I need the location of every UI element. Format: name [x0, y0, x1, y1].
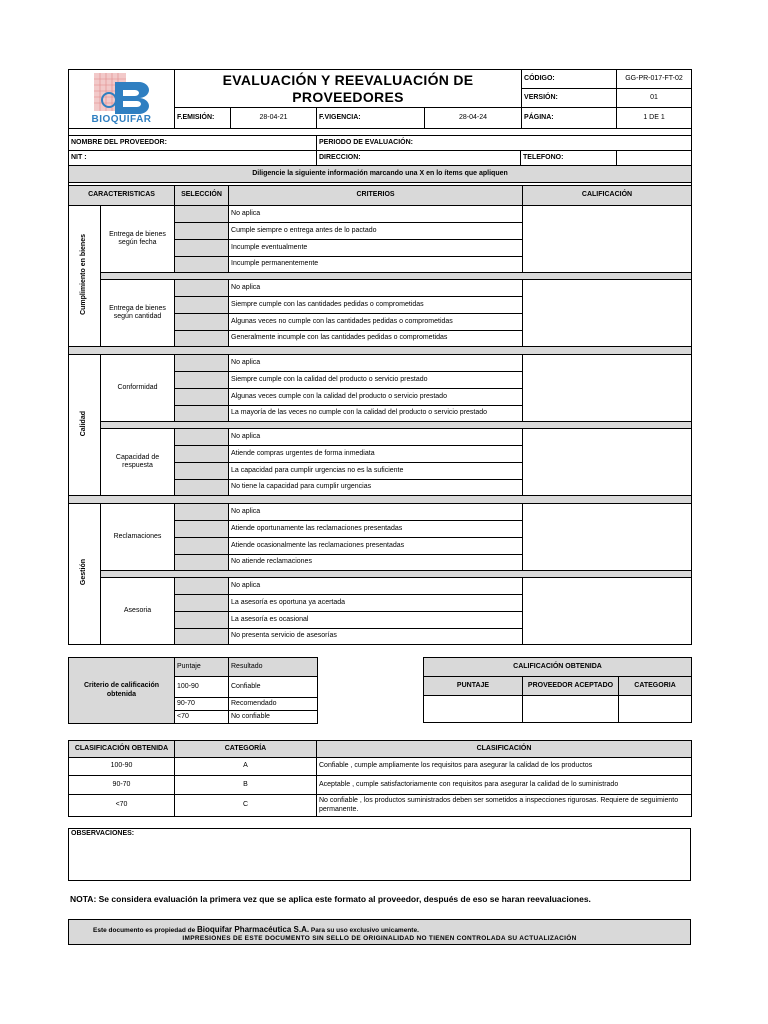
sub-characteristic: Capacidad de respuesta: [101, 429, 175, 496]
criterion-text: La mayoría de las veces no cumple con la calidad del producto o servicio prestado: [229, 406, 523, 422]
criterion-text: La capacidad para cumplir urgencias no es la suficiente: [229, 463, 523, 480]
header-table: [68, 69, 692, 129]
selection-cell[interactable]: [175, 429, 229, 446]
criterio-resultado: Confiable: [229, 677, 318, 698]
criterio-puntaje: 100-90: [175, 677, 229, 698]
calificacion-cell[interactable]: [523, 206, 692, 273]
group-label: [69, 355, 101, 496]
sub-characteristic: Entrega de bienes según fecha: [101, 206, 175, 273]
sub-separator: [69, 273, 692, 280]
selection-cell[interactable]: [175, 280, 229, 297]
vigencia-label: F.VIGENCIA:: [317, 108, 425, 129]
criterion-text: No aplica: [229, 578, 523, 595]
selection-cell[interactable]: [175, 555, 229, 571]
criterio-puntaje: 90-70: [175, 698, 229, 711]
codigo-label: CÓDIGO:: [522, 70, 617, 89]
clasificacion-desc: No confiable , los productos suministrados deben ser sometidos a inspecciones rigurosas. Requiere de seguimiento permanente.: [317, 795, 692, 817]
observaciones-label: OBSERVACIONES:: [71, 830, 135, 837]
criterion-text: La asesoría es ocasional: [229, 612, 523, 629]
criterio-resultado: No confiable: [229, 711, 318, 724]
criterio-col-resultado: Resultado: [229, 658, 318, 677]
criterion-text: Algunas veces cumple con la calidad del producto o servicio prestado: [229, 389, 523, 406]
selection-cell[interactable]: [175, 578, 229, 595]
criterion-text: Atiende oportunamente las reclamaciones presentadas: [229, 521, 523, 538]
selection-cell[interactable]: [175, 389, 229, 406]
calificacion-obtenida-title: CALIFICACIÓN OBTENIDA: [424, 658, 692, 677]
selection-cell[interactable]: [175, 446, 229, 463]
clasificacion-cat: B: [175, 776, 317, 795]
clasificacion-desc: Aceptable , cumple satisfactoriamente con requisitos para asegurar la calidad de lo suministrado: [317, 776, 692, 795]
clasificacion-table: [68, 740, 692, 817]
sub-characteristic: Conformidad: [101, 355, 175, 422]
criterio-resultado: Recomendado: [229, 698, 318, 711]
footer-line1: [93, 925, 419, 934]
selection-cell[interactable]: [175, 480, 229, 496]
calificacion-cell[interactable]: [523, 578, 692, 645]
col-caracteristicas: CARACTERISTICAS: [69, 186, 175, 206]
group-name: Cumplimiento en bienes: [80, 234, 88, 315]
clasificacion-col-obtenida: CLASIFICACIÓN OBTENIDA: [69, 741, 175, 758]
group-label: [69, 504, 101, 645]
selection-cell[interactable]: [175, 331, 229, 347]
criterion-text: No tiene la capacidad para cumplir urgencias: [229, 480, 523, 496]
pagina-value: 1 DE 1: [617, 108, 692, 129]
selection-cell[interactable]: [175, 314, 229, 331]
clasificacion-rango: <70: [69, 795, 175, 817]
selection-cell[interactable]: [175, 521, 229, 538]
criterion-text: Cumple siempre o entrega antes de lo pactado: [229, 223, 523, 240]
nit-label: NIT :: [69, 151, 317, 166]
calificacion-cell[interactable]: [523, 280, 692, 347]
selection-cell[interactable]: [175, 372, 229, 389]
calificacion-cell[interactable]: [523, 355, 692, 422]
criterion-text: Siempre cumple con la calidad del producto o servicio prestado: [229, 372, 523, 389]
criterion-text: No aplica: [229, 429, 523, 446]
version-label: VERSIÓN:: [522, 89, 617, 108]
instruction-text: Diligencie la siguiente información marcando una X en lo ítems que apliquen: [69, 166, 692, 183]
group-name: Calidad: [80, 410, 88, 437]
col-criterios: CRITERIOS: [229, 186, 523, 206]
pagina-label: PÁGINA:: [522, 108, 617, 129]
criterio-col-puntaje: Puntaje: [175, 658, 229, 677]
periodo-label: PERIODO DE EVALUACIÓN:: [317, 136, 692, 151]
selection-cell[interactable]: [175, 206, 229, 223]
selection-cell[interactable]: [175, 297, 229, 314]
footer-line1-a: Este documento es propiedad de: [93, 927, 198, 934]
criterion-text: Generalmente incumple con las cantidades pedidas o comprometidas: [229, 331, 523, 347]
sub-separator: [69, 571, 692, 578]
puntaje-field[interactable]: [424, 696, 523, 723]
telefono-label: TELEFONO:: [521, 151, 617, 166]
group-separator: [69, 496, 692, 504]
logo-cell: [69, 70, 175, 129]
selection-cell[interactable]: [175, 223, 229, 240]
selection-cell[interactable]: [175, 257, 229, 273]
selection-cell[interactable]: [175, 595, 229, 612]
selection-cell[interactable]: [175, 355, 229, 372]
emision-value: 28-04-21: [231, 108, 317, 129]
footer-company: Bioquifar Pharmacéutica S.A.: [197, 925, 310, 934]
calificacion-cell[interactable]: [523, 504, 692, 571]
clasificacion-cat: A: [175, 758, 317, 776]
selection-cell[interactable]: [175, 406, 229, 422]
criterion-text: Algunas veces no cumple con las cantidades pedidas o comprometidas: [229, 314, 523, 331]
criterion-text: La asesoría es oportuna ya acertada: [229, 595, 523, 612]
criterio-label: Criterio de calificación obtenida: [69, 658, 175, 724]
clasificacion-cat: C: [175, 795, 317, 817]
criterion-text: Siempre cumple con las cantidades pedidas o comprometidas: [229, 297, 523, 314]
col-seleccion: SELECCIÓN: [175, 186, 229, 206]
footer-line2: IMPRESIONES DE ESTE DOCUMENTO SIN SELLO DE ORIGINALIDAD NO TIENEN CONTROLADA SU ACTUALIZACIÓN: [182, 935, 577, 942]
telefono-field[interactable]: [617, 151, 692, 166]
col-calificacion: CALIFICACIÓN: [523, 186, 692, 206]
vigencia-value: 28-04-24: [425, 108, 522, 129]
info-table: [68, 128, 692, 191]
criterio-table: [68, 657, 318, 724]
proveedor-label: NOMBRE DEL PROVEEDOR:: [69, 136, 317, 151]
selection-cell[interactable]: [175, 612, 229, 629]
sub-characteristic: Reclamaciones: [101, 504, 175, 571]
selection-cell[interactable]: [175, 629, 229, 645]
categoria-header: CATEGORIA: [619, 677, 692, 696]
nota-text: NOTA: Se considera evaluación la primera vez que se aplica este formato al proveedor, después de eso se haran reevaluaciones.: [70, 894, 591, 904]
criterion-text: No aplica: [229, 504, 523, 521]
footer-box: [68, 919, 691, 945]
criterion-text: No aplica: [229, 355, 523, 372]
emision-label: F.EMISIÓN:: [175, 108, 231, 129]
selection-cell[interactable]: [175, 240, 229, 257]
criterio-puntaje: <70: [175, 711, 229, 724]
clasificacion-col-categoria: CATEGORÍA: [175, 741, 317, 758]
logo-text: BIOQUIFAR: [91, 113, 152, 125]
categoria-field[interactable]: [619, 696, 692, 723]
calificacion-obtenida-table: [423, 657, 692, 723]
clasificacion-rango: 90-70: [69, 776, 175, 795]
clasificacion-desc: Confiable , cumple ampliamente los requisitos para asegurar la calidad de los productos: [317, 758, 692, 776]
clasificacion-rango: 100-90: [69, 758, 175, 776]
criterion-text: No aplica: [229, 206, 523, 223]
criterion-text: No aplica: [229, 280, 523, 297]
sub-characteristic: Entrega de bienes según cantidad: [101, 280, 175, 347]
criterion-text: Incumple permanentemente: [229, 257, 523, 273]
criterion-text: Incumple eventualmente: [229, 240, 523, 257]
clasificacion-col-clasificacion: CLASIFICACIÓN: [317, 741, 692, 758]
group-separator: [69, 347, 692, 355]
codigo-value: GG-PR-017-FT-02: [617, 70, 692, 89]
sub-separator: [69, 422, 692, 429]
group-label: [69, 206, 101, 347]
proveedor-aceptado-field[interactable]: [523, 696, 619, 723]
group-name: Gestión: [80, 559, 88, 586]
footer-line1-c: Para su uso exclusivo unicamente.: [309, 927, 419, 934]
selection-cell[interactable]: [175, 538, 229, 555]
calificacion-cell[interactable]: [523, 429, 692, 496]
criterion-text: Atiende compras urgentes de forma inmediata: [229, 446, 523, 463]
sub-characteristic: Asesoria: [101, 578, 175, 645]
criterion-text: Atiende ocasionalmente las reclamaciones presentadas: [229, 538, 523, 555]
version-value: 01: [617, 89, 692, 108]
proveedor-aceptado-header: PROVEEDOR ACEPTADO: [523, 677, 619, 696]
direccion-label: DIRECCION:: [317, 151, 521, 166]
evaluation-table: [68, 185, 692, 645]
selection-cell[interactable]: [175, 463, 229, 480]
selection-cell[interactable]: [175, 504, 229, 521]
puntaje-header: PUNTAJE: [424, 677, 523, 696]
criterion-text: No atiende reclamaciones: [229, 555, 523, 571]
observaciones-box[interactable]: [68, 828, 691, 881]
form-title: EVALUACIÓN Y REEVALUACIÓN DE PROVEEDORES: [175, 70, 522, 108]
criterion-text: No presenta servicio de asesorías: [229, 629, 523, 645]
